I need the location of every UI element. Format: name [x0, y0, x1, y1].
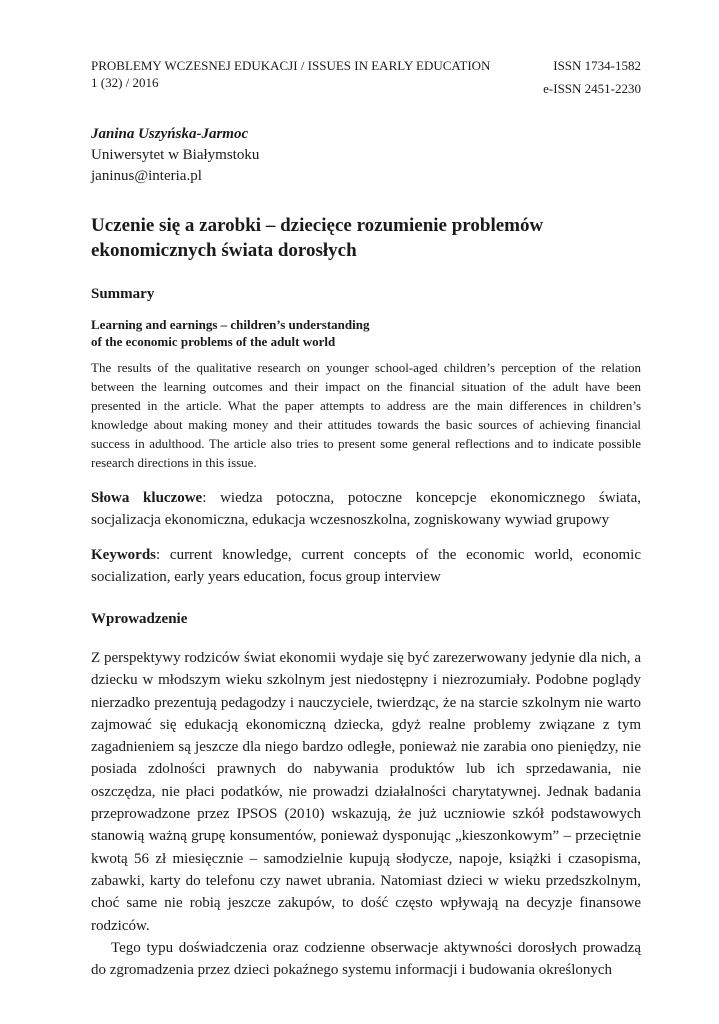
- summary-heading: Summary: [91, 286, 155, 302]
- summary-title: [91, 316, 369, 350]
- keywords-english: [91, 544, 641, 588]
- summary-title-line: of the economic problems of the adult world: [91, 334, 336, 349]
- author-block: [91, 124, 259, 187]
- keywords-label: Keywords: [91, 547, 156, 563]
- journal-issue: 1 (32) / 2016: [91, 75, 159, 90]
- issn: ISSN 1734-1582: [553, 58, 641, 73]
- journal-info: [91, 57, 490, 91]
- author-email[interactable]: janinus@interia.pl: [91, 168, 202, 184]
- eissn: e-ISSN 2451-2230: [543, 81, 641, 96]
- article-title: Uczenie się a zarobki – dziecięce rozumienie problemów ekonomicznych świata dorosłych: [91, 215, 544, 261]
- paragraph: Tego typu doświadczenia oraz codzienne obserwacje aktywności dorosłych prowadzą do zgromadzenia przez dzieci pokaźnego systemu informacji i budowania określonych: [91, 939, 641, 979]
- keywords-text: : current knowledge, current concepts of the economic world, economic socialization, early years education, focus group interview: [91, 547, 641, 585]
- author-affiliation: Uniwersytet w Białymstoku: [91, 147, 260, 163]
- section-body: [91, 647, 641, 981]
- section-heading: Wprowadzenie: [91, 611, 188, 627]
- journal-name: PROBLEMY WCZESNEJ EDUKACJI / ISSUES IN EARLY EDUCATION: [91, 58, 491, 73]
- summary-title-line: Learning and earnings – children’s understanding: [91, 317, 370, 332]
- author-name: Janina Uszyńska-Jarmoc: [91, 126, 249, 142]
- issn-info: [543, 57, 641, 97]
- paragraph: Z perspektywy rodziców świat ekonomii wydaje się być zarezerwowany jedynie dla nich, a dziecku w młodszym wieku szkolnym jest niedostępny i niezrozumiały. Podobne poglądy nierzadko prezentują pedagodzy i nauczyciele, twierdząc, że na starcie szkolnym nie warto zajmować się edukacją ekonomiczną dziecka, gdyż realne problemy związane z tym zagadnieniem są jeszcze dla niego bardzo odległe, ponieważ nie zarabia ono pieniędzy, nie posiada zdolności prawnych do nabywania produktów lub ich sprzedawania, nie oszczędza, nie płaci podatków, nie prowadzi działalności charytatywnej. Jednak badania przeprowadzone przez IPSOS (2010) wskazują, że już uczniowie szkół podstawowych stanowią ważną grupę konsumentów, ponieważ dysponując „kieszonkowym” – przeciętnie kwotą 56 zł miesięcznie – samodzielnie kupują słodycze, napoje, książki i czasopisma, zabawki, karty do telefonu czy nawet ubrania. Natomiast dzieci w wieku przedszkolnym, choć same nie robią jeszcze zakupów, to dość często wpływają na decyzje finansowe rodziców.: [91, 650, 641, 934]
- summary-text: The results of the qualitative research on younger school-aged children’s perception of the relation between the learning outcomes and their impact on the financial situation of the adult have been presented in the article. What the paper attempts to address are the main differences in children’s knowledge about making money and their attitudes towards the basic sources of achieving financial success in adulthood. The article also tries to present some general reflections and to indicate possible research directions in this issue.: [91, 360, 641, 470]
- keywords-text: : wiedza potoczna, potoczne koncepcje ekonomicznego świata, socjalizacja ekonomiczna, edukacja wczesnoszkolna, zogniskowany wywiad grupowy: [91, 490, 641, 528]
- keywords-label: Słowa kluczowe: [91, 490, 203, 506]
- keywords-polish: [91, 487, 641, 531]
